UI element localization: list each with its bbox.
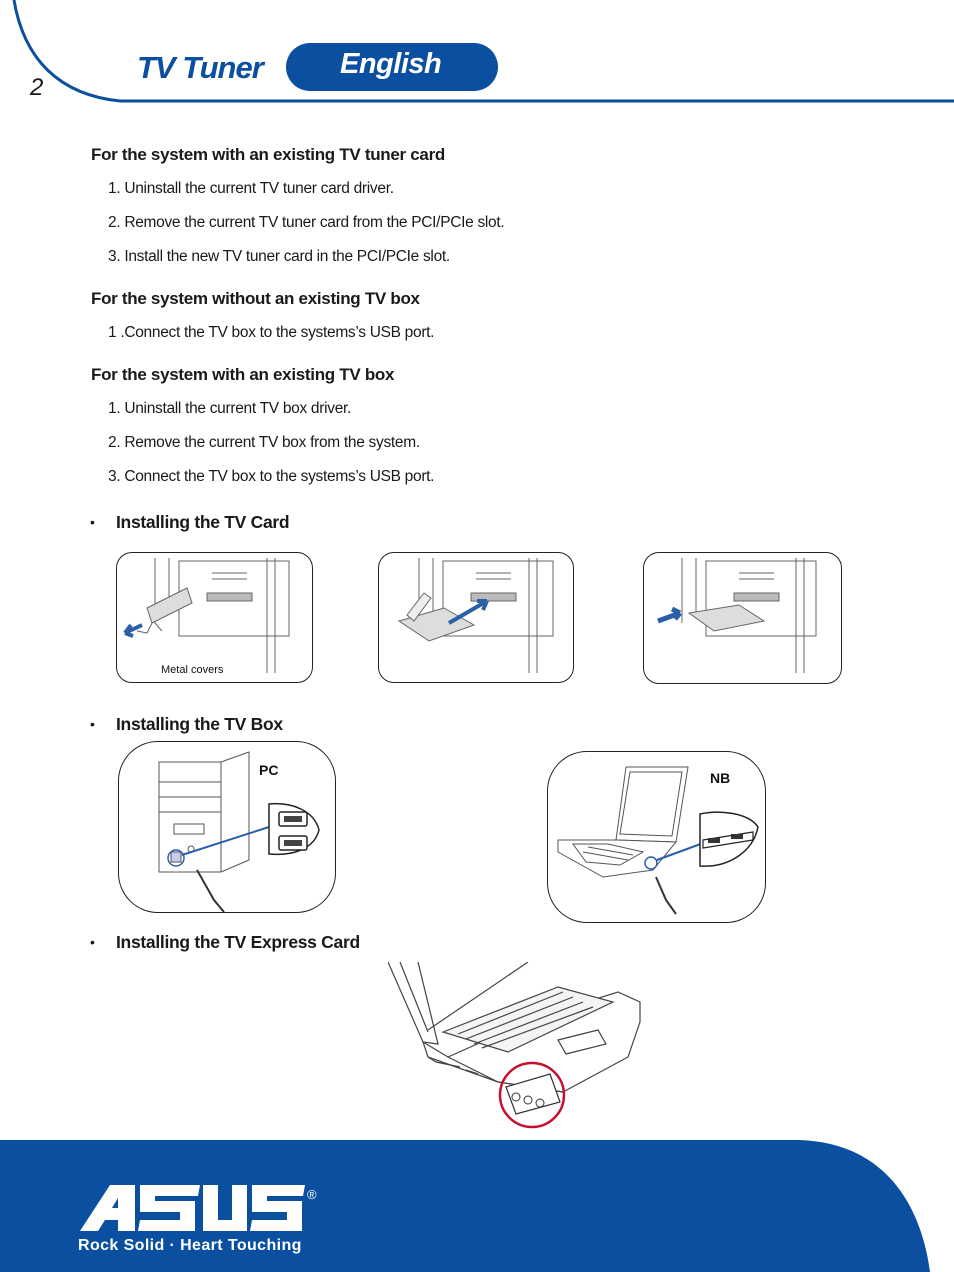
step-text: 1. Uninstall the current TV box driver.: [108, 400, 352, 417]
page-title: TV Tuner: [137, 50, 263, 85]
language-tab-label: English: [340, 48, 442, 80]
pc-tower-illustration: [119, 742, 335, 912]
section-heading: For the system without an existing TV box: [91, 289, 420, 308]
registered-mark: ®: [307, 1187, 317, 1202]
section-heading: For the system with an existing TV tuner card: [91, 145, 445, 164]
bullet-title: Installing the TV Box: [116, 714, 283, 734]
pc-slot-illustration: [117, 553, 312, 682]
figure-caption: Metal covers: [161, 664, 224, 676]
step-text: 2. Remove the current TV box from the system.: [108, 434, 420, 451]
pc-label: PC: [259, 762, 279, 778]
bullet-dot: •: [90, 514, 95, 530]
step-text: 3. Connect the TV box to the systems’s USB port.: [108, 468, 435, 485]
notebook-illustration: [548, 752, 765, 922]
step-text: 1. Uninstall the current TV tuner card driver.: [108, 180, 394, 197]
step-text: 3. Install the new TV tuner card in the PCI/PCIe slot.: [108, 248, 450, 265]
step-text: 1 .Connect the TV box to the systems’s USB port.: [108, 324, 435, 341]
tv-box-nb-figure: [547, 751, 766, 923]
tv-card-figure-remove-cover: [116, 552, 313, 683]
bullet-title: Installing the TV Card: [116, 512, 290, 532]
footer-tagline: Rock Solid · Heart Touching: [78, 1237, 302, 1254]
pc-slot-illustration: [644, 553, 841, 683]
bullet-dot: •: [90, 716, 95, 732]
bullet-dot: •: [90, 934, 95, 950]
step-text: 2. Remove the current TV tuner card from the PCI/PCIe slot.: [108, 214, 505, 231]
bullet-title: Installing the TV Express Card: [116, 932, 360, 952]
section-heading: For the system with an existing TV box: [91, 365, 395, 384]
page-number: 2: [30, 74, 44, 101]
nb-label: NB: [710, 770, 731, 786]
pc-slot-illustration: [379, 553, 573, 682]
express-card-laptop-illustration: [388, 962, 642, 1134]
tv-card-figure-replace-cover: [643, 552, 842, 684]
tv-box-pc-figure: [118, 741, 336, 913]
tv-card-figure-insert-card: [378, 552, 574, 683]
